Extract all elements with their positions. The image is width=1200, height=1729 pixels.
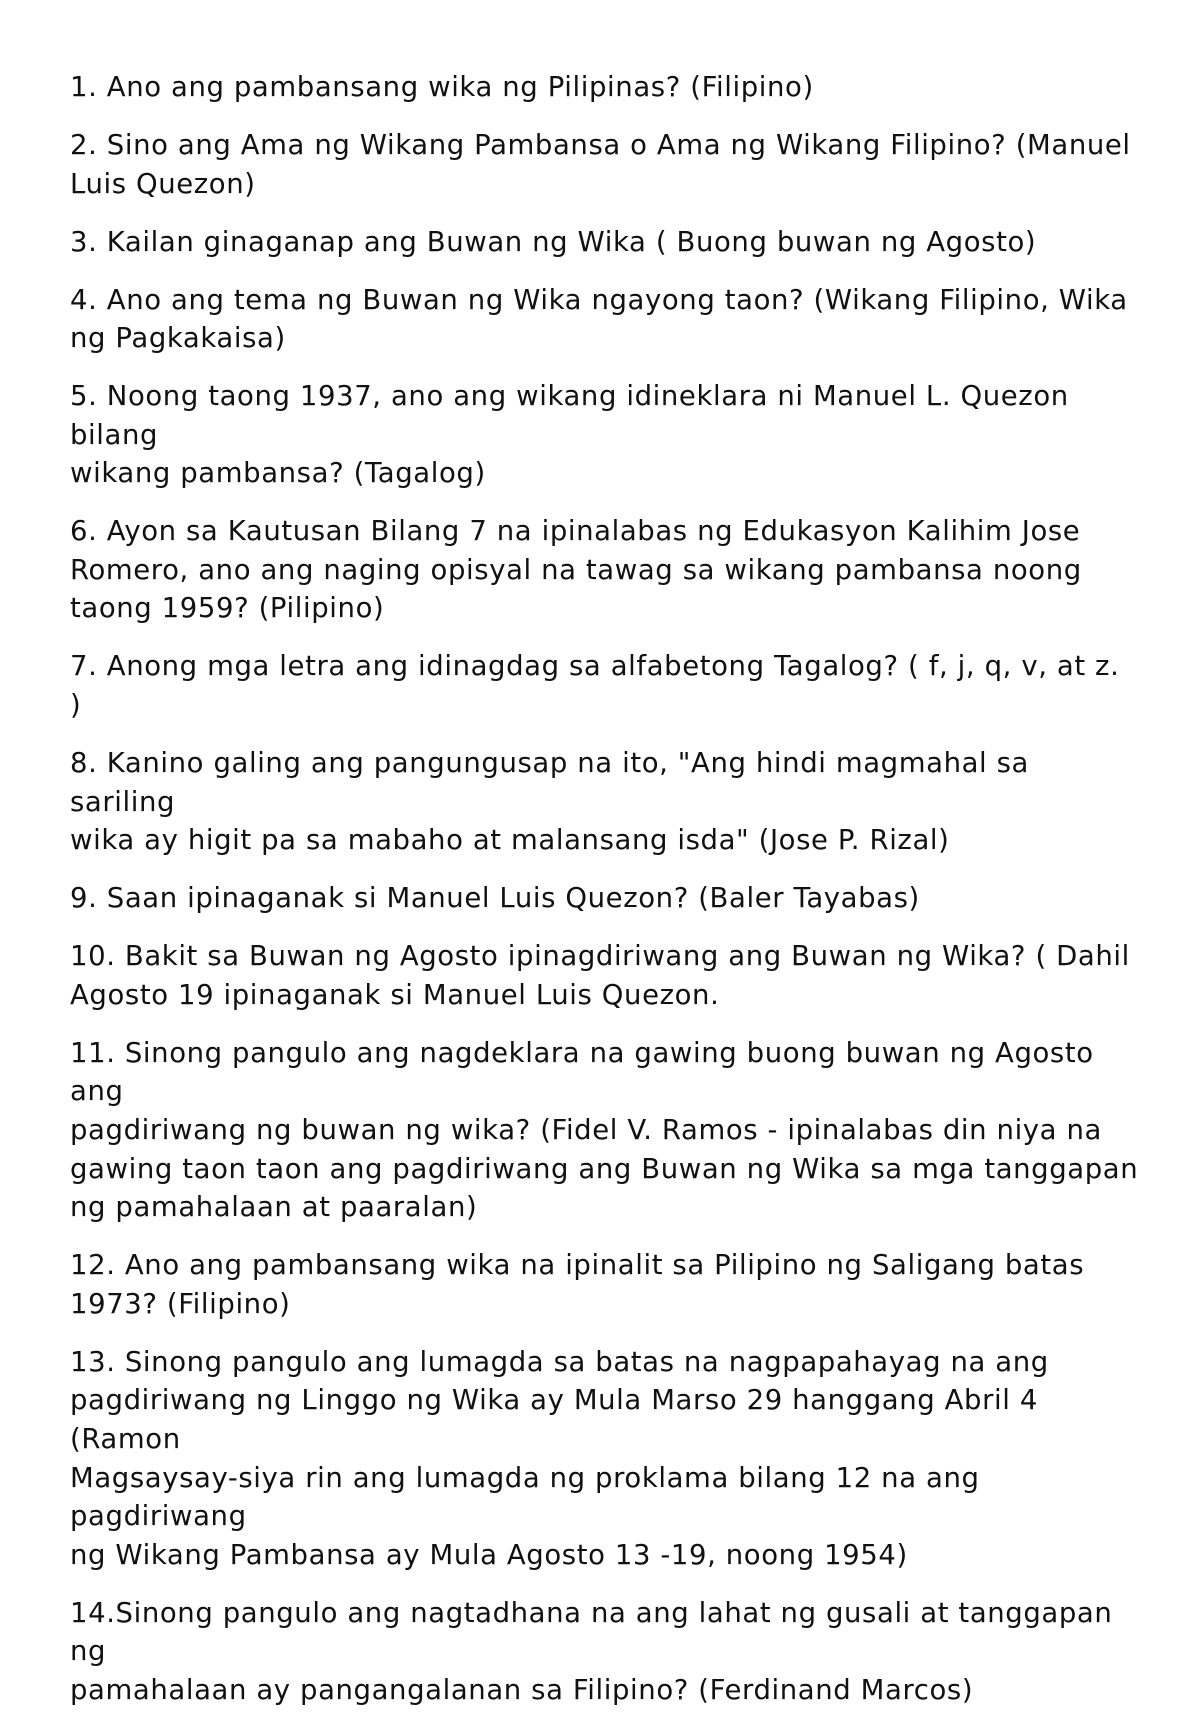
- question-5: 5. Noong taong 1937, ano ang wikang idineklara ni Manuel L. Quezon bilang wikang pambansa? (Tagalog): [70, 380, 1069, 490]
- question-3: 3. Kailan ginaganap ang Buwan ng Wika ( Buong buwan ng Agosto): [70, 225, 1037, 258]
- question-6: 6. Ayon sa Kautusan Bilang 7 na ipinalabas ng Edukasyon Kalihim Jose Romero, ano ang naging opisyal na tawag sa wikang pambansa noong taong 1959? (Pilipino): [70, 515, 1082, 625]
- question-1: 1. Ano ang pambansang wika ng Pilipinas? (Filipino): [70, 71, 814, 103]
- question-10: 10. Bakit sa Buwan ng Agosto ipinagdiriwang ang Buwan ng Wika? ( Dahil Agosto 19 ipinaganak si Manuel Luis Quezon.: [70, 940, 1130, 1011]
- question-2: 2. Sino ang Ama ng Wikang Pambansa o Ama ng Wikang Filipino? (Manuel Luis Quezon): [70, 128, 1131, 200]
- document-body: [70, 68, 1140, 1729]
- question-14: 14.Sinong pangulo ang nagtadhana na ang lahat ng gusali at tanggapan ng pamahalaan ay pangangalanan sa Filipino? (Ferdinand Marcos): [70, 1596, 1113, 1706]
- question-11: 11. Sinong pangulo ang nagdeklara na gawing buong buwan ng Agosto ang pagdiriwang ng buwan ng wika? (Fidel V. Ramos - ipinalabas din niya na gawing taon taon ang pagdiriwang ang Buwan ng Wika sa mga tanggapan ng pamahalaan at paaralan): [70, 1036, 1139, 1224]
- question-9: 9. Saan ipinaganak si Manuel Luis Quezon? (Baler Tayabas): [70, 882, 920, 915]
- question-12: 12. Ano ang pambansang wika na ipinalit sa Pilipino ng Saligang batas 1973? (Filipino): [70, 1249, 1085, 1320]
- question-13: 13. Sinong pangulo ang lumagda sa batas na nagpapahayag na ang pagdiriwang ng Linggo ng Wika ay Mula Marso 29 hanggang Abril 4 (Ramon Magsaysay-siya rin ang lumagda ng proklama bilang 12 na ang pagdiriwang ng Wikang Pambansa ay Mula Agosto 13 -19, noong 1954): [70, 1345, 1049, 1571]
- question-4: 4. Ano ang tema ng Buwan ng Wika ngayong taon? (Wikang Filipino, Wika ng Pagkakaisa): [70, 283, 1128, 355]
- question-8: 8. Kanino galing ang pangungusap na ito, "Ang hindi magmahal sa sariling wika ay higit pa sa mabaho at malansang isda" (Jose P. Rizal): [70, 747, 1030, 857]
- question-7: 7. Anong mga letra ang idinagdag sa alfabetong Tagalog? ( f, j, q, v, at z. ): [70, 650, 1120, 722]
